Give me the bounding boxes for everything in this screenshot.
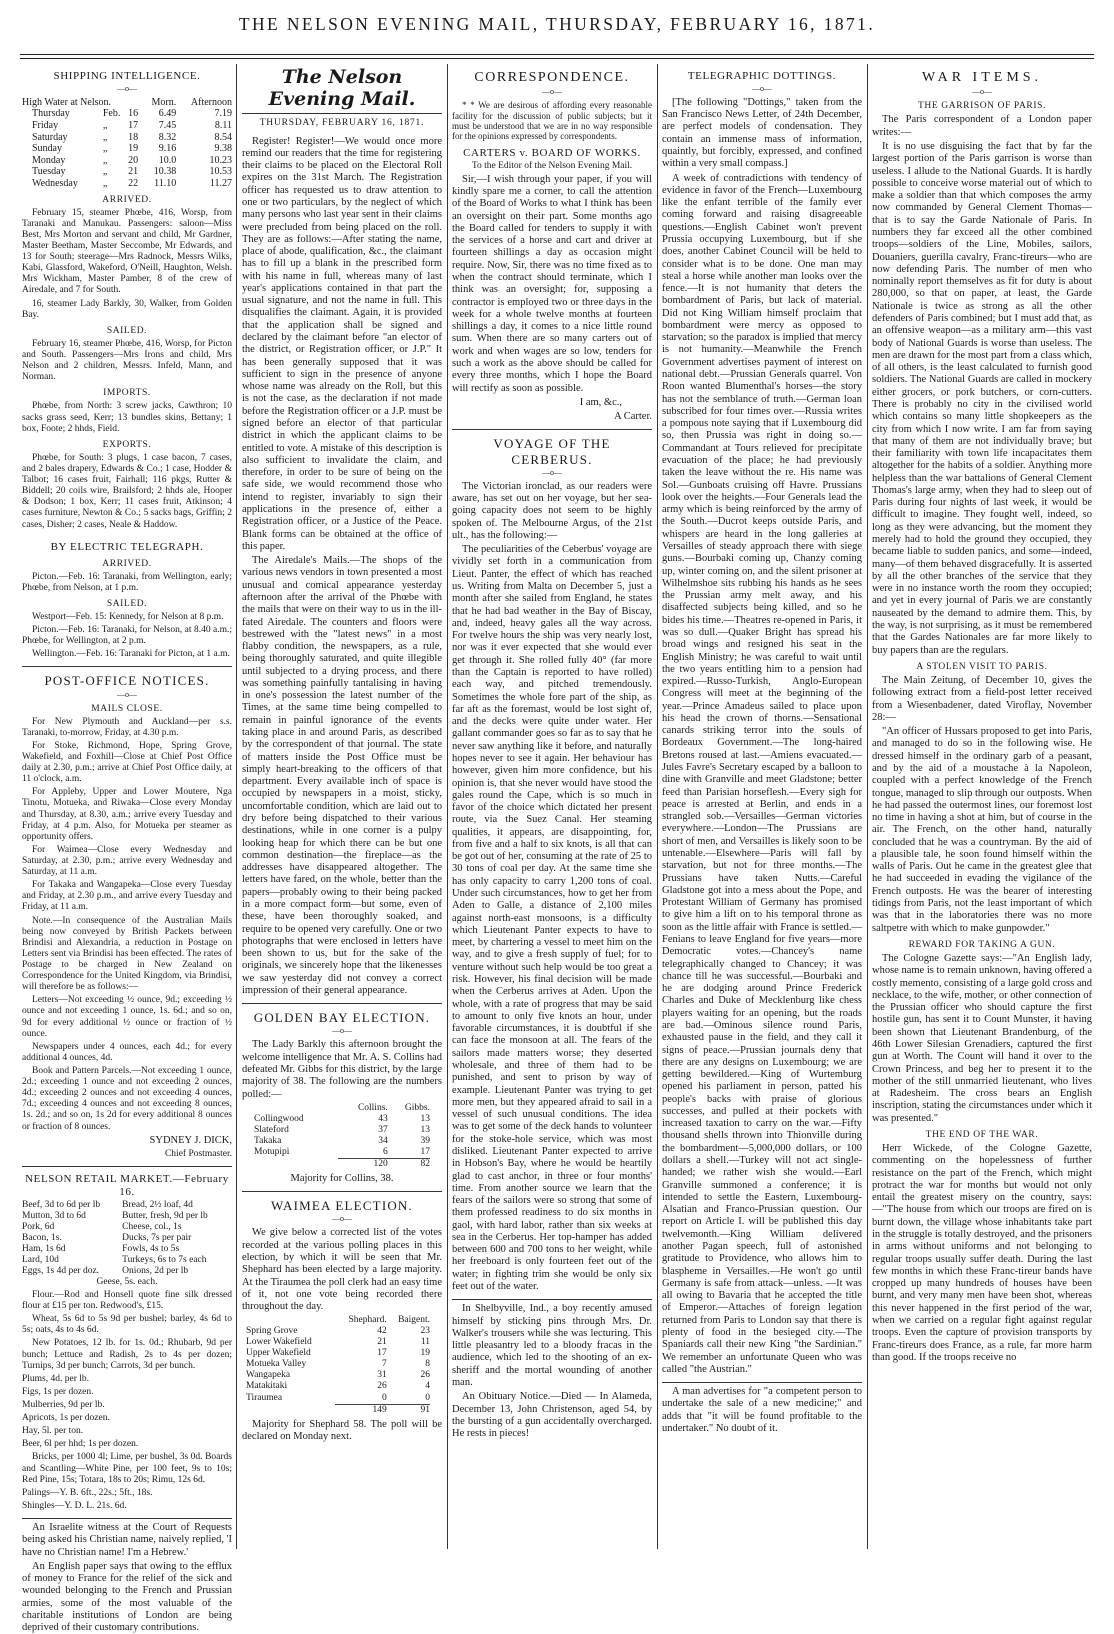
shipping-heading: SHIPPING INTELLIGENCE. bbox=[53, 70, 201, 82]
exports-entry: Phœbe, for South: 3 plugs, 1 case bacon, 7 cases, and 2 bales drapery, Edwards & Co.; 1 case, Hodder & Talbot; 16 cases fruit, Fairhall; 116 pkgs, Rutter & Biddell; 20 coils wire, Brailsford; 2 hhds ale, Hooper & Dodson; 1 box, Kerr; 11 cases fruit, Atkinson; 4 cases furniture, Newton & Co.; 5 sacks bags, Griffin; 2 cases, Disher; 2 cases, Neale & Haddow. bbox=[22, 452, 232, 530]
table-row: Lard, 10d Turkeys, 6s to 7s each bbox=[22, 1254, 207, 1265]
ornament: —o— bbox=[972, 87, 992, 97]
table-row: Spring Grove 42 23 bbox=[246, 1326, 430, 1337]
table-row: Mutton, 3d to 6d Butter, fresh, 9d per lb bbox=[22, 1210, 208, 1221]
table-row: Sunday „ 19 9.16 9.38 bbox=[32, 143, 232, 155]
masthead bbox=[0, 0, 1114, 64]
table-row: Upper Wakefield 17 19 bbox=[246, 1348, 430, 1359]
editorial-paragraph: Register! Register!—We would once more remind our readers that the time for registering their claims to be placed on the Electoral Roll expires on the 31st March. The Registration officer has requested us to draw attention to one or two particulars, by the neglect of which many persons who last year sent in their claims were precluded from being placed on the roll. They are as follows:—After stating the name, place of abode, qualification, &c., the claimant has to fill up a blank in the prescribed form with his name in full, whereas many of last year's applications contained in that part the usual signature, and not the name in full. This disqualifies the claimant. Again, it is provided that the application shall be signed and declared by the claimant before "an elector of the district, or Registration officer, or J.P." It has been generally supposed that it was sufficient to sign in the presence of anyone whose name was already on the Roll, but this is not the case, as the declaration if not made before the Registration officer or a J.P. must be signed before an elector of that particular district in which the applicant claims to be entitled to vote. A mistake of this description is also sufficient to invalidate the claim, and therefore, in order to be sure of being on the safe side, we would recommend those who intend to register, invariably to sign their applications in the presence of, either a Registration officer, or a Justice of the Peace. Blank forms can be obtained at the office of this paper. bbox=[242, 135, 442, 552]
war-paragraph: Herr Wickede, of the Cologne Gazette, commenting on the hopelessness of further resistance on the part of the French, which might protract the war for months but would not only entail the greatest misery on the country, says:—"The house from which our troops are fired on is burnt down, the village whose inhabitants take part in the struggle is totally destroyed, and the prisoners in arms without uniforms and not belonging to regular troops usually suffer death. During the last few months in which these Franc-tireur bands have cropped up many hundreds of houses have been burnt, and very many men have been shot, whereas this never happened in the first period of the war, when we carried on a regular fight against regular troops. Even the capture of provision transports by Franc-tireurs does France, as a rule, far more harm than good. If the troops receive no bbox=[872, 1143, 1092, 1363]
column-divider bbox=[867, 64, 868, 1549]
telegraph-sailed: Wellington.—Feb. 16: Taranaki for Picton, at 1 a.m. bbox=[32, 649, 230, 660]
market-text: Bricks, per 1000 4l; Lime, per bushel, 3s 0d. Boards and Scantling—White Pine, per 100 feet, 9s to 10s; Red Pine, 15s; Totara, 18s to 20s; Rimu, 12s 6d. bbox=[22, 1452, 232, 1485]
waimea-table: Shephard. Baigent. Spring Grove 42 23 Lower Wakefield 21 11 Upper Wakefield 17 19 Motueka Valley 7 8 Wangapeka 31 26 Matakitaki 26 4 Tiraumea 0 0 149 91 bbox=[246, 1315, 430, 1415]
column-2 bbox=[242, 64, 442, 1549]
dottings-heading: TELEGRAPHIC DOTTINGS. bbox=[687, 70, 837, 82]
war-paragraph: It is no use disguising the fact that by far the largest portion of the Paris garrison is worse than useless. I allude to the National Guards. It is hardly possible to conceive worse material out of which to make a soldier than that which composes the army now commanded by General Clement Thomas—that is to say the Garde Nationale of Paris. In numbers they far exceed all the other combined troops—soldiers of the Line, Mobiles, sailors, Douaniers, guerilla cavalry, Franc-tireurs—who are now defending Paris. The number of men who nominally report themselves as fit for duty is about 280,000, so that on paper, at least, the Garde Nationale is twice as strong as all the other defenders of Paris combined; but I must add that, as an offensive weapon—as a military arm—this vast body of National Guards is worse than useless. The men are drawn for the most part from a class which, of all others, is the least calculated to furnish good soldiers. The National Guards are called in mockery either grocers, or pork butchers, or corn-cutters. There is probably no city in the civilised world which contains so many little shopkeepers as the city from which I now write. I am far from saying that many of them are not individually brave; but their familiarity with town life incapacitates them altogether for the habits of a soldier. Anything more helpless than the war battalions of General Clement Thomas's large army, when they had to sleep out of Paris during four nights of last week, it would be difficult to imagine. They fought well, indeed, so long as they were advancing, but the moment they merely had to hold the ground they occupied, they became liable to sudden panics, and some—indeed, many—of them behaved disgracefully. It is asserted by all the other branches of the service that they were in no instance worth the room they occupied; and yet in every journal of Paris we are constantly nauseated by the demand to admire them. This, by the way, is not surprising, as it must be remembered that the Gardes Nationales are far more likely to buy papers than are the regulars. bbox=[872, 141, 1092, 656]
mails-heading: MAILS CLOSE. bbox=[91, 703, 163, 714]
misc-paragraph: In Shelbyville, Ind., a boy recently amused himself by sticking pins through Mrs. Dr. Walker's trousers while she was lecturing. This little pleasantry led to a bloody fracas in the audience, which led to the shooting of an ex-sheriff and the mortal wounding of another man. bbox=[452, 1303, 652, 1388]
market-text: Beer, 6l per hhd; 1s per dozen. bbox=[22, 1439, 139, 1450]
ornament: —o— bbox=[542, 87, 562, 97]
market-text: Flour.—Rod and Honsell quote fine silk dressed flour at £15 per ton. Redwood's, £15. bbox=[22, 1289, 232, 1312]
dottings-body: A week of contradictions with tendency of evidence in favor of the French—Luxembourg like the enfant terrible of the family ever coming forward and raising disagreeable questions.—English Cabinet won't prevent Prussia occupying Luxembourg, but if she does, another Cabinet Council will be held to consider what is to be done. One man may steal a horse while another man looks over the fence.—It is not humanity that deters the bombardment of Paris, but lack of material. Did not King William himself proclaim that bombardment were mercy as opposed to starvation; so the paradox is implied that mercy is not humanity.—Meanwhile the French Government advertises payment of interest on national debt.—Prussian Generals quarrel. Von Roon wanted Blumenthal's horses—the story has not the semblance of truth.—German loan subscribed for four times over.—Russia writes a pompous note saying that if Luxembourg did so, then Prussia was right in doing so.—Commandant at Tours relieved for precipitate evacuation of the place; he had previously taken the leave without the re. His name was Sol.—Gunboats cruising off Havre. Prussians look over the heights.—Four Generals lead the army which is being reinforced by the army of the South.—Ducrot keeps outside Paris, and whispers are heard in the long galleries at Versailles of steady approach there with siege guns.—Bourbaki coming up, Chanzy coming up, winter coming on, and the silent prisoner at Wilhelmshoe sits rubbing his hands as he sees the Prussian army melt away, and his disaffected subjects being killed, and so he bides his time.—Theatres re-opened in Paris, it was so dull.—Quaker Bright has spread his broad wings and resigned his seat in the English Ministry; he was careful to wait until the two years entitling him to a pension had expired.—Russo-Turkish, Anglo-European Congress will meet at the beginning of the year.—Prince Amadeus sailed to place upon his head the crown of thorns.—Sensational canards striking terror into the souls of Bordeaux Government.—The long-haired Bretons roused at last.—Amiens evacuated.—Jules Favre's Secretary escaped by a balloon to dine with Granville and meet Gladstone; better feed than Parisian horseflesh.—Every sigh for peace is arrested at Berlin, and ends in a strangled sob.—Versailles—German victories everywhere.—London—The Prussians are short of men, and Versailles is likely soon to be untenable.—Elsewhere—Paris will fall by starvation, but not for three months.—The Prussians have taken Nutts.—Careful Gladstone got into a mess about the Pope, and Protestant William of Germany has promised to give him a lift on to his temporal throne as soon as the little affair with France is settled.—Fenians to leave England for five years—more Democratic votes.—Chancey's name telegraphically changed to Chancey; it was chance till he was successful.—Bourbaki and he are dodging around Prince Frederick Charles and Duke of Mecklenburg like chess players waiting for an opening, but the roads are bad.—Ominous silence round Paris, exhausted pause in the field, and they call it signs of peace.—Prussian journals deny that there are any designs on Luxembourg; we are getting bewildered.—King of Wurtemburg opened his parliament in person, patted his people's backs with praise of glorious successes, and pulled at their pockets with increased taxation to carry on the war.—Fifty thousand shells thrown into Thionville during the bombardment—5,000,000 dollars, or 100 dollars a shell.—Turkey will not act single-handed; we rather wish she would.—Earl Granville summoned a conference; it is intended to settle the Eastern, Luxembourg-Alsatian and Franco-Prussian question. Our report on Article I. will be published this day twelvemonth.—King William delivered another Pagan speech, full of astonished gratitude to Providence, who allows him to blaspheme in Versailles.—He won't go until Germany is safe from attack—unless. —It was all owing to Bavaria that he accepted the title of Emperor.—Attaches of foreign legation returned from Paris to London say that there is plenty of food in the besieged city.—The Spaniards call their new King "the Sardinian." We remember an unfortunate Queen who was called "the Austrian." bbox=[662, 172, 862, 1375]
post-notice: For Waimea—Close every Wednesday and Saturday, at 2.30, p.m.; arrive every Wednesday and Saturday, at 11 a.m. bbox=[22, 844, 232, 878]
editorial-date: THURSDAY, FEBRUARY 16, 1871. bbox=[259, 118, 425, 129]
misc-paragraph: An Obituary Notice.—Died — In Alameda, December 13, John Christenson, aged 54, by the bursting of a gun accidentally overcharged. He rests in pieces! bbox=[452, 1391, 652, 1440]
market-text: Hay, 5l. per ton. bbox=[22, 1426, 84, 1437]
letter-to: To the Editor of the Nelson Evening Mail. bbox=[471, 160, 633, 171]
divider bbox=[662, 1382, 862, 1383]
market-text: Wheat, 5s 6d to 5s 9d per bushel; barley, 4s 6d to 5s; oats, 4s to 4s 6d. bbox=[22, 1314, 232, 1336]
waimea-intro: We give below a corrected list of the votes recorded at the various polling places in this election, by which it will be seen that Mr. Shephard has been elected by a large majority. At the Tiraumea the poll clerk had an easy time of it, not one vote being recorded there throughout the day. bbox=[242, 1227, 442, 1313]
war-subheading: THE END OF THE WAR. bbox=[925, 1129, 1039, 1140]
market-text: Palings—Y. B. 6ft., 22s.; 5ft., 18s. bbox=[22, 1487, 153, 1498]
divider bbox=[242, 1003, 442, 1004]
ornament: —o— bbox=[332, 1026, 352, 1036]
tide-col-morn: Morn. bbox=[151, 96, 177, 108]
war-heading: WAR ITEMS. bbox=[921, 70, 1043, 85]
market-heading: NELSON RETAIL MARKET.—February 16. bbox=[25, 1173, 229, 1198]
misc-paragraph: An Israelite witness at the Court of Requests being asked his Christian name, naively replied, 'I have no Christian name! I'm a Hebrew.' bbox=[22, 1521, 232, 1558]
war-paragraph: The Paris correspondent of a London paper writes:— bbox=[872, 114, 1092, 138]
divider bbox=[22, 666, 232, 667]
ornament: —o— bbox=[542, 467, 562, 477]
market-text: Mulberries, 9d per lb. bbox=[22, 1399, 105, 1410]
golden-bay-intro: The Lady Barkly this afternoon brought the welcome intelligence that Mr. A. S. Collins had defeated Mr. Gibbs for this district, by the large majority of 38. The following are the numbers polled:— bbox=[242, 1039, 442, 1100]
post-notice: Newspapers under 4 ounces, each 4d.; for every additional 4 ounces, 4d. bbox=[22, 1041, 232, 1063]
masthead-rule-thin bbox=[20, 58, 1094, 59]
masthead-rule bbox=[20, 54, 1094, 55]
table-row: Lower Wakefield 21 11 bbox=[246, 1337, 430, 1348]
tide-table bbox=[22, 97, 232, 190]
ornament: —o— bbox=[332, 1214, 352, 1224]
editorial-paragraph: The Airedale's Mails.—The shops of the various news vendors in town presented a most unusual and comical appearance yesterday afternoon after the arrival of the Phœbe with the mails that were on their way to us in the ill-fated Airedale. The counters and floors were bestrewed with the "latest news" in a most flabby condition, the newspapers, as a rule, being thoroughly saturated, and quite illegible until subjected to a drying process, and there was something painfully tantalising in having in one's possession the latest number of the Times, at the same time being compelled to remain in painful ignorance of the events taking place in and around Paris, as described by the correspondent of that journal. The state of matters inside the Post Office must be simply heart-breaking to the officers of that department. Every available inch of space is occupied by newspapers in a moist, sticky, uncomfortable condition, which are laid out to dry before being dispatched to their various destinations, while in one corner is a pulpy looking heap for which there can be but one common destination—the fireplace—as the addresses have disappeared altogether. The letters have fared, on the whole, better than the papers—probably owing to their being packed in a more compact form—but some, even of these, have been thoroughly soaked, and require to be opened very carefully. One or two photographs that were enclosed in letters have been shown to us, but for the sake of the originals, we sincerely hope that the likenesses we saw yesterday did not convey a correct impression of their general appearance. bbox=[242, 555, 442, 996]
imports-heading: IMPORTS. bbox=[103, 388, 151, 399]
market-text: Plums, 4d. per lb. bbox=[22, 1373, 90, 1384]
post-notice: Letters—Not exceeding ½ ounce, 9d.; exceeding ½ ounce and not exceeding 1 ounce, 1s. 6d.; and so on, 9d for every additional ½ ounce or fraction of ½ ounce. bbox=[22, 995, 232, 1039]
ornament: —o— bbox=[117, 689, 137, 699]
table-row: 120 82 bbox=[254, 1158, 430, 1170]
war-subheading: REWARD FOR TAKING A GUN. bbox=[908, 939, 1056, 950]
column-5 bbox=[872, 64, 1092, 1549]
tide-col-aft: Afternoon bbox=[190, 96, 232, 108]
dottings-intro: [The following "Dottings," taken from the San Francisco News Letter, of 24th December, are perfect models of condensation. They contain an immense mass of information, quaintly, but forcibly, expressed, and confined within a very small compass.] bbox=[662, 96, 862, 170]
post-signature: SYDNEY J. DICK, bbox=[149, 1134, 232, 1146]
correspondence-heading: CORRESPONDENCE. bbox=[474, 70, 630, 85]
telegraph-heading: BY ELECTRIC TELEGRAPH. bbox=[50, 540, 204, 553]
telegraph-arrived: Picton.—Feb. 16: Taranaki, from Wellington, early; Phœbe, from Nelson, at 1 p.m. bbox=[22, 571, 232, 593]
sailed-heading: SAILED. bbox=[106, 325, 148, 336]
table-row: Motueka Valley 7 8 bbox=[246, 1359, 430, 1370]
divider bbox=[452, 1299, 652, 1300]
table-row: Bacon, 1s. Ducks, 7s per pair bbox=[22, 1232, 192, 1243]
table-row: Thursday Feb. 16 6.49 7.19 bbox=[32, 108, 232, 120]
waimea-heading: WAIMEA ELECTION. bbox=[271, 1198, 413, 1214]
market-geese: Geese, 5s. each. bbox=[96, 1276, 158, 1287]
table-row: Saturday „ 18 8.32 8.54 bbox=[32, 131, 232, 143]
misc-paragraph: An English paper says that owing to the efflux of money to France for the relief of the sick and wounded belonging to the French and Prussian armies, some of the most valuable of the charitable institutions of London are being deprived of their customary contributions. bbox=[22, 1560, 232, 1634]
table-row: Slateford 37 13 bbox=[254, 1124, 430, 1135]
table-row: Monday „ 20 10.0 10.23 bbox=[32, 154, 232, 166]
waimea-majority: Majority for Shephard 58. The poll will be declared on Monday next. bbox=[242, 1418, 442, 1442]
paper-masthead: The Nelson Evening Mail. bbox=[242, 66, 442, 114]
telegraph-sailed-heading: SAILED. bbox=[106, 598, 148, 609]
post-signature-title: Chief Postmaster. bbox=[164, 1148, 232, 1159]
arrived-heading: ARRIVED. bbox=[102, 194, 152, 205]
war-paragraph: The Cologne Gazette says:—"An English lady, whose name is to remain unknown, having offered a costly memento, consisting of a large gold cross and necklace, to the wife, mother, or other connection of the Prussian officer who should capture the first hostile gun, has sent it to Count Munster, it having been shown that Lieutenant Brandenburg, of the 46th Lower Silesian Grenadiers, captured the first gun at Worth. The Count will hand it over to the Crown Princess, and beg her to present it to the mother of the still unmarried lieutenant, who lives at Radesheim. The cross bears an English inscription, stating the circumstances under which it was presented." bbox=[872, 952, 1092, 1124]
post-notice: For Appleby, Upper and Lower Moutere, Nga Tinotu, Motueka, and Riwaka—Close every Monday and Thursday, at 8.30, a.m.; arrive every Tuesday and Friday, at 4 p.m. Also, for Motueka per steamer as opportunity offers. bbox=[22, 787, 232, 842]
arrived-entry: 16, steamer Lady Barkly, 30, Walker, from Golden Bay. bbox=[22, 298, 232, 320]
correspondence-notice: * * We are desirous of affording every reasonable facility for the discussion of public subjects; but it must be understood that we are in no way responsible for the opinions expressed by correspondents. bbox=[452, 100, 652, 142]
table-row: Collingwood 43 13 bbox=[254, 1113, 430, 1124]
column-1 bbox=[22, 64, 232, 1634]
post-notice: Book and Pattern Parcels.—Not exceeding 1 ounce, 2d.; exceeding 1 ounce and not exceeding 2 ounces, 4d.; exceeding 2 ounces and not exceeding 4 ounces, 7d.; exceeding 4 ounces and not exceeding 8 ounces, 1s. 2d.; and so on, 1s 2d for every additional 8 ounces or fraction of 8 ounces. bbox=[22, 1066, 232, 1132]
table-row: Tiraumea 0 0 bbox=[246, 1392, 430, 1403]
column-3 bbox=[452, 64, 652, 1549]
sailed-entry: February 16, steamer Phœbe, 416, Worsp, for Picton and South. Passengers—Mrs Irons and child, Mrs Nelson and 2 children, Messrs. Infeld, Mann, and Norman. bbox=[22, 338, 232, 383]
post-notice: For Takaka and Wangapeka—Close every Tuesday and Friday, at 2.30 p.m., and arrive every Tuesday and Friday, at 11 a.m. bbox=[22, 880, 232, 913]
arrived-entry: February 15, steamer Phœbe, 416, Worsp, from Taranaki and Manukau. Passengers: saloon—Miss Best, Mrs Morton and servant and child, Mr Gardner, Master Beetham, Master Seccombe, Mr Edwards, and 13 for South; steerage—Mrs Radnock, Messrs Wilks, Kabi, Glassford, Wakeford, O'Neill, Haughton, Welsh. Mrs Wickham, Master Pamber, 8 of the crew of Airedale, and 7 for South. bbox=[22, 207, 232, 296]
table-row: Tuesday „ 21 10.38 10.53 bbox=[32, 166, 232, 178]
golden-bay-table: Collins. Gibbs. Collingwood 43 13 Slateford 37 13 Takaka 34 39 Motupipi 6 17 120 82 bbox=[254, 1102, 430, 1169]
divider bbox=[22, 1166, 232, 1167]
market-text: Apricots, 1s per dozen. bbox=[22, 1413, 110, 1424]
ornament: —o— bbox=[752, 83, 772, 93]
column-4 bbox=[662, 64, 862, 1549]
table-row: Wangapeka 31 26 bbox=[246, 1370, 430, 1381]
imports-entry: Phœbe, from North: 3 screw jacks, Cawthron; 10 sacks grass seed, Kerr; 13 bundles skins, Bettany; 1 box, Foote; 2 hhds, Field. bbox=[22, 401, 232, 434]
letter-signature: A Carter. bbox=[614, 411, 652, 423]
cerberus-paragraph: The peculiarities of the Ceberbus' voyage are vividly set forth in a communication from Lieut. Panter, the effect of which has reached us. Writing from Malta on December 5, just a month after she sailed from England, he states that he had bad weather in the Bay of Biscay, and, indeed, heavy gales all the way across. For twelve hours the ship was very nearly lost, nor was it ever expected that she would ever get through it. She rolled fully 40° (far more than the Captain is reported to have rolled) each way, and pitched tremendously. Sometimes the whole fore part of the ship, as far aft as the foremast, would be lost sight of, and the decks were quite under water. Her gallant commander goes so far as to say that he never saw anything like it before, and naturally hopes never to see it again. Her behaviour has however, given him more confidence, but his opinion is, that she never would have stood the gales round the Cape, which is so much in favor of the choice which dictated her present route, via the Suez Canal. Her steaming qualities, it appears, are disappointing, for, from five and a half to six knots, is all that can be got out of her, consuming at the rate of 25 to 30 tons of coal per day. At the same time she has only capacity to carry 1,200 tons of coal. Under such circumstances, how to get her from Aden to Galle, a distance of 2,100 miles against north-east monsoons, is a difficulty which Lieutenant Panter expects to have to meet, by chartering a vessel to meet him on the way, and to give a fresh supply of fuel; for to venture without such help would be too great a risk. However, his final decision will be made when the Cerberus arrives at Aden. Upon the whole, with a rate of progress that may be said to amount to only five knots an hour, under favorable circumstances, it is doubtful if she can face the monsoon at all. The fears of the sailors made matters worse; they deserted wholesale, and three of them had to be punished, and sent to prison by way of example. Lieutenant Panter was trying to get more men, but they appeared afraid to sail in a vessel of such unusual conditions. The idea was to get some of the deck hands to volunteer for the stoke-hole service, which was most disliked. Lieutenant Panter expected to arrive in Hobson's Bay, where he would be heartily glad to cast anchor, in three or four months' time. From another source we learn that the fears of the sailors were so strong that some of them professed readiness to do six months in gaol, with hard labor, rather than six weeks at sea in the Cerberus. Her top-hamper has added between 600 and 700 tons to her weight, while her freeboard is only fourteen feet out of the water; in fighting trim she would be only six feet out of the water. bbox=[452, 544, 652, 1293]
page-title: THE NELSON EVENING MAIL, THURSDAY, FEBRUARY 16, 1871. bbox=[238, 14, 876, 34]
telegraph-arrived-heading: ARRIVED. bbox=[102, 558, 152, 569]
column-divider bbox=[236, 64, 237, 1549]
table-row: Pork, 6d Cheese, col., 1s bbox=[22, 1221, 182, 1232]
golden-bay-majority: Majority for Collins, 38. bbox=[290, 1172, 394, 1184]
post-notice: For New Plymouth and Auckland—per s.s. Taranaki, to-morrow, Friday, at 4.30 p.m. bbox=[22, 716, 232, 738]
letter-title: CARTERS v. BOARD OF WORKS. bbox=[463, 146, 641, 159]
table-row: Ham, 1s 6d Fowls, 4s to 5s bbox=[22, 1243, 180, 1254]
war-subheading: THE GARRISON OF PARIS. bbox=[918, 101, 1046, 112]
letter-body: Sir,—I wish through your paper, if you will kindly spare me a corner, to call the attention of the Board of Works to what I think has been an oversight on their part. Some months ago the Board called for tenders to supply it with the services of a horse and cart and driver at fourteen shillings a day as occasion might require. Now, Sir, there was no time fixed as to when the contract should terminate, which I think was an oversight; for, supposing a contractor is employed two or three days in the week for a whole twelve months at fourteen shillings a day, it comes to a nice little round sum. When there are so many carters out of work and when wages are so low, tenders for such a work as the above should be called for every three months, which I hope the Board will rectify as soon as possible. bbox=[452, 173, 652, 394]
market-table bbox=[22, 1200, 232, 1277]
post-notice: For Stoke, Richmond, Hope, Spring Grove, Wakefield, and Foxhill—Close at Chief Post Office daily at 2.30, p.m.; arrive at Chief Post Office daily, at 11 o'clock, a.m. bbox=[22, 740, 232, 785]
cerberus-paragraph: The Victorian ironclad, as our readers were aware, has set out on her voyage, but her sea-going capacity does not seem to be highly spoken of. The Melbourne Argus, of the 21st ult., has the following:— bbox=[452, 480, 652, 541]
cerberus-heading: VOYAGE OF THE CERBERUS. bbox=[493, 436, 611, 467]
table-row: Eggs, 1s 4d per doz. Onions, 2d per lb bbox=[22, 1265, 189, 1276]
post-notice: Note.—In consequence of the Australian Mails being now conveyed by British Packets between Brindisi and Alexandria, a reduction in Postage on Letters sent via Brindisi has been effected. The rates of Postage to be charged in New Zealand on Correspondence for the United Kingdom, via Brindisi, will therefore be as follows:— bbox=[22, 915, 232, 993]
table-row: Motupipi 6 17 bbox=[254, 1146, 430, 1158]
market-text: Shingles—Y. D. L. 21s. 6d. bbox=[22, 1500, 127, 1511]
column-divider bbox=[657, 64, 658, 1549]
table-row: Matakitaki 26 4 bbox=[246, 1381, 430, 1392]
market-text: Figs, 1s per dozen. bbox=[22, 1386, 94, 1397]
war-subheading: A STOLEN VISIT TO PARIS. bbox=[916, 661, 1048, 672]
golden-bay-heading: GOLDEN BAY ELECTION. bbox=[253, 1010, 431, 1026]
column-divider bbox=[447, 64, 448, 1549]
table-row: Takaka 34 39 bbox=[254, 1135, 430, 1146]
tide-label: High Water at Nelson. bbox=[22, 96, 111, 108]
market-text: New Potatoes, 12 lb. for 1s. 0d.; Rhubarb, 9d per bunch; Lettuce and Radish, 2s to 4s per dozen; Turnips, 3d per bunch; Carrots, 3d per bunch. bbox=[22, 1338, 232, 1371]
ornament: —o— bbox=[117, 83, 137, 93]
table-row: Friday „ 17 7.45 8.11 bbox=[32, 120, 232, 132]
exports-heading: EXPORTS. bbox=[102, 439, 152, 450]
divider bbox=[242, 1191, 442, 1192]
letter-closing: I am, &c., bbox=[579, 396, 622, 408]
misc-paragraph: A man advertises for "a competent person to undertake the sale of a new medicine;" and adds that "it will be found profitable to the undertaker." No doubt of it. bbox=[662, 1386, 862, 1434]
telegraph-sailed: Picton.—Feb. 16: Taranaki, for Nelson, at 8.40 a.m.; Phœbe, for Wellington, at 2 p.m. bbox=[22, 625, 232, 647]
telegraph-sailed: Westport—Feb. 15: Kennedy, for Nelson at 8 p.m. bbox=[32, 611, 224, 622]
post-heading: POST-OFFICE NOTICES. bbox=[44, 673, 210, 689]
divider bbox=[452, 429, 652, 430]
table-row: 149 91 bbox=[246, 1404, 430, 1416]
war-paragraph: "An officer of Hussars proposed to get into Paris, and managed to do so in the following wise. He dressed himself in the ordinary garb of a peasant, and by the aid of a moustache à la Napoleon, coupled with a perfect knowledge of the French tongue, managed to slip through our outposts. When he had passed the outermost lines, our foremost lost no time in having a shot at him, but of course in the air. The French, on the other hand, naturally concluded that he was a countryman. By the aid of a plausible tale, he soon found himself within the walls of Paris. Out he came in the greatest glee that he had succeeded in evading the vigilance of the French outposts. He was the bearer of interesting tidings from Paris, not the least important of which was that in the laboratories there was no more saltpetre with which to make gunpowder." bbox=[872, 726, 1092, 934]
war-paragraph: The Main Zeitung, of December 10, gives the following extract from a field-post letter received from a Wiesenbadener, dated Viroflay, November 28:— bbox=[872, 674, 1092, 723]
divider bbox=[22, 1518, 232, 1519]
table-row: Beef, 3d to 6d per lb Bread, 2½ loaf, 4d bbox=[22, 1199, 193, 1210]
table-row: Wednesday „ 22 11.10 11.27 bbox=[32, 178, 232, 190]
